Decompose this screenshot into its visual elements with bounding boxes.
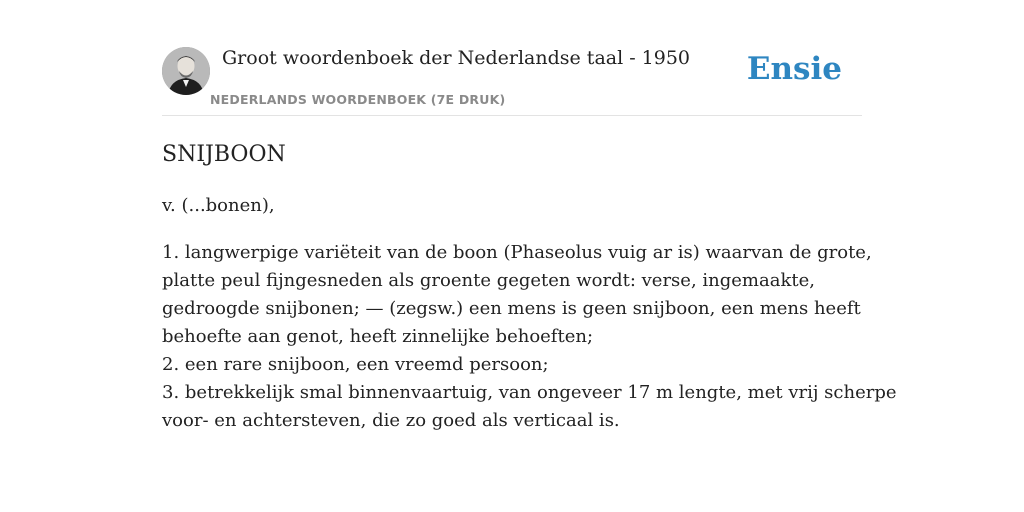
source-header	[162, 0, 862, 116]
definition-line: 1. langwerpige variëteit van de boon (Phaseolus vuig ar is) waarvan de grote,	[162, 242, 872, 263]
definition-line: voor- en achtersteven, die zo goed als verticaal is.	[162, 410, 620, 431]
definition-line: behoefte aan genot, heeft zinnelijke behoeften;	[162, 326, 594, 347]
portrait-graphic	[162, 47, 210, 95]
author-portrait-icon[interactable]	[162, 47, 210, 95]
dictionary-subtitle[interactable]: NEDERLANDS WOORDENBOEK (7E DRUK)	[210, 92, 506, 107]
definition-line: platte peul fijngesneden als groente gegeten wordt: verse, ingemaakte,	[162, 270, 815, 291]
entry-headword: SNIJBOON	[162, 142, 286, 167]
definition-line: 2. een rare snijboon, een vreemd persoon;	[162, 354, 549, 375]
entry-grammar: v. (...bonen),	[162, 195, 275, 216]
dictionary-title[interactable]: Groot woordenboek der Nederlandse taal - 1950	[222, 47, 691, 69]
page	[162, 0, 897, 512]
definition-line: gedroogde snijbonen; — (zegsw.) een mens is geen snijboon, een mens heeft	[162, 298, 861, 319]
entry-definitions	[162, 239, 897, 435]
brand-logo-link[interactable]: Ensie	[746, 51, 842, 87]
definition-line: 3. betrekkelijk smal binnenvaartuig, van ongeveer 17 m lengte, met vrij scherpe	[162, 382, 897, 403]
